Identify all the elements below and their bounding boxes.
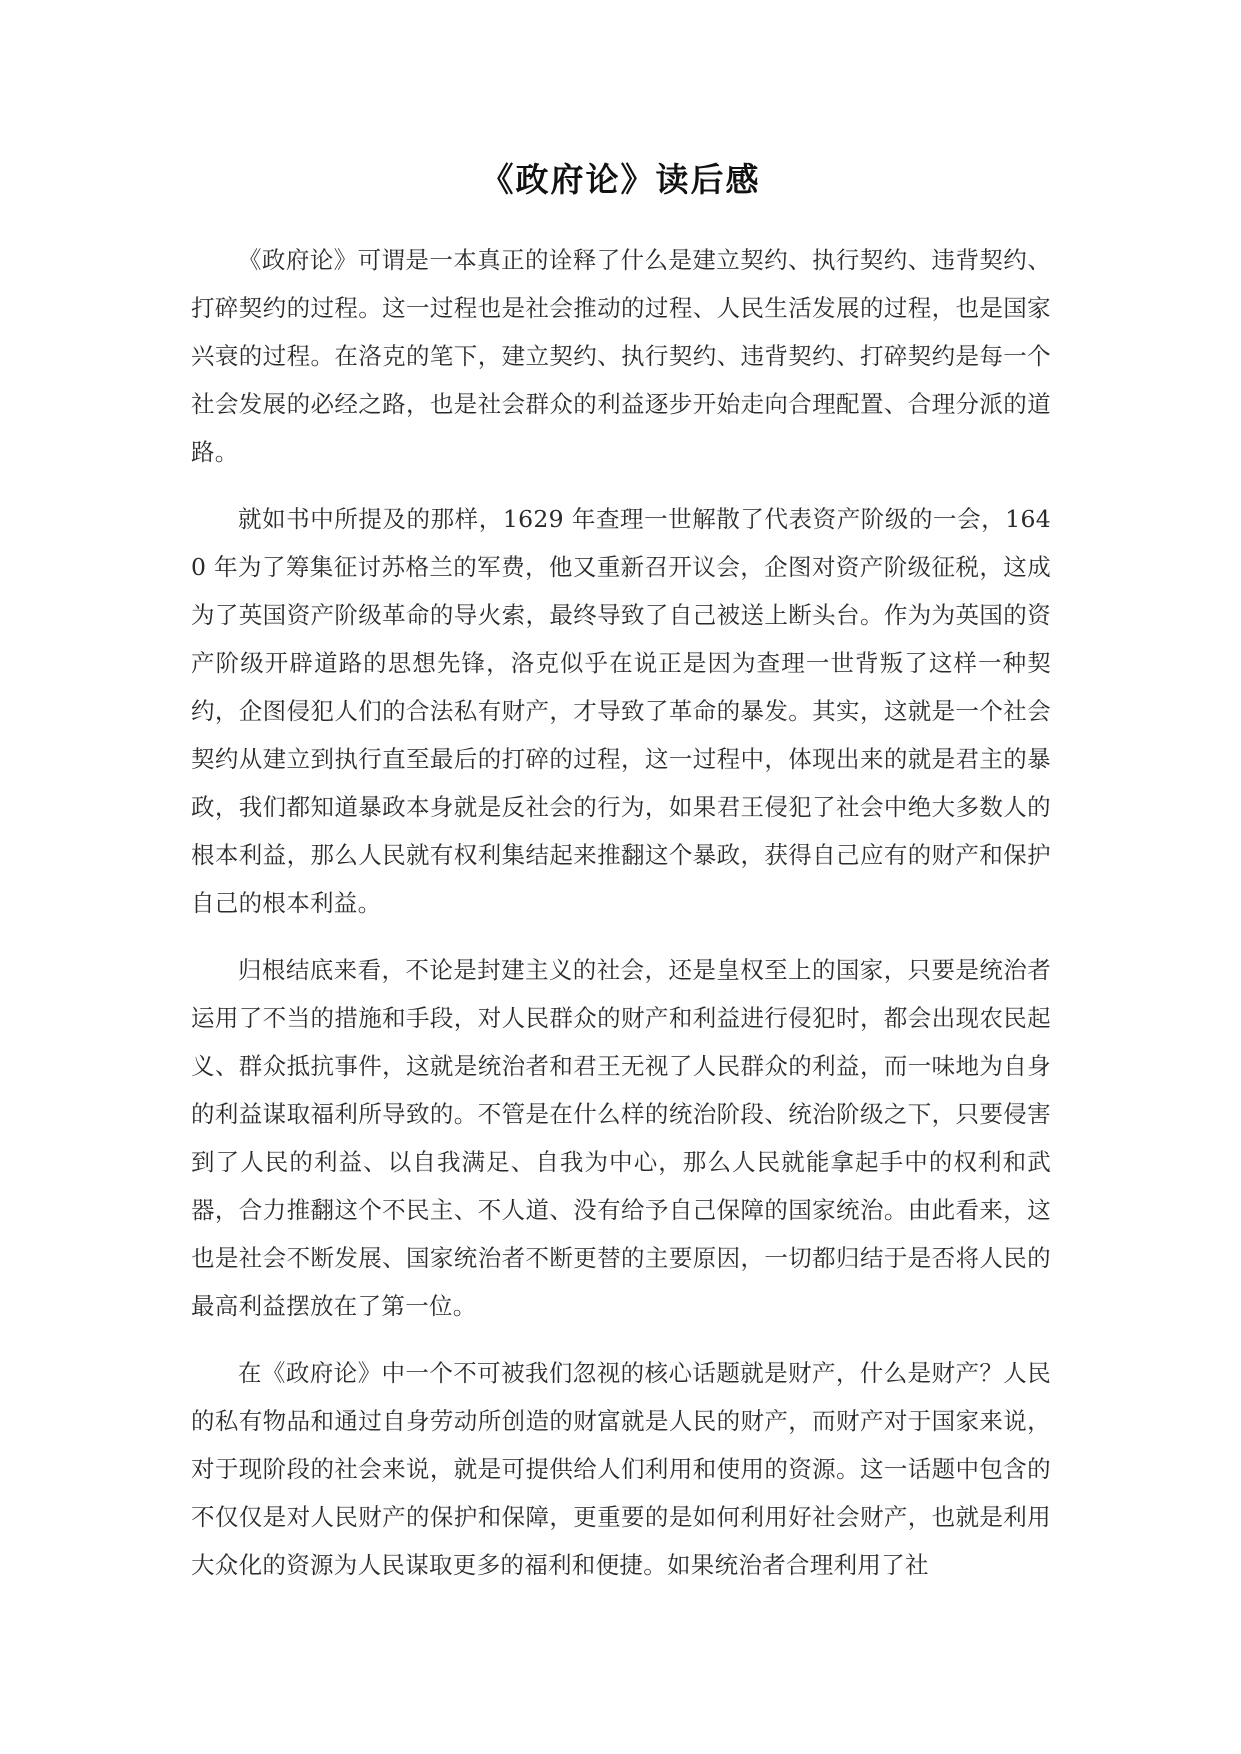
paragraph-3: 归根结底来看，不论是封建主义的社会，还是皇权至上的国家，只要是统治者运用了不当的措施和手段，对人民群众的财产和利益进行侵犯时，都会出现农民起义、群众抵抗事件，这就是统治者和君王无视了人民群众的利益，而一味地为自身的利益谋取福利所导致的。不管是在什么样的统治阶段、统治阶级之下，只要侵害到了人民的利益、以自我满足、自我为中心，那么人民就能拿起手中的权利和武器，合力推翻这个不民主、不人道、没有给予自己保障的国家统治。由此看来，这也是社会不断发展、国家统治者不断更替的主要原因，一切都归结于是否将人民的最高利益摆放在了第一位。 [191, 956, 1051, 1320]
paragraph-2: 就如书中所提及的那样，1629 年查理一世解散了代表资产阶级的一会，1640 年为了筹集征讨苏格兰的军费，他又重新召开议会，企图对资产阶级征税，这成为了英国资产阶级革命的导火索，最终导致了自己被送上断头台。作为为英国的资产阶级开辟道路的思想先锋，洛克似乎在说正是因为查理一世背叛了这样一种契约，企图侵犯人们的合法私有财产，才导致了革命的暴发。其实，这就是一个社会契约从建立到执行直至最后的打碎的过程，这一过程中，体现出来的就是君主的暴政，我们都知道暴政本身就是反社会的行为，如果君王侵犯了社会中绝大多数人的根本利益，那么人民就有权利集结起来推翻这个暴政，获得自己应有的财产和保护自己的根本利益。 [191, 505, 1051, 917]
paragraph-1: 《政府论》可谓是一本真正的诠释了什么是建立契约、执行契约、违背契约、打碎契约的过程。这一过程也是社会推动的过程、人民生活发展的过程，也是国家兴衰的过程。在洛克的笔下，建立契约、执行契约、违背契约、打碎契约是每一个社会发展的必经之路，也是社会群众的利益逐步开始走向合理配置、合理分派的道路。 [191, 246, 1051, 466]
document-body [191, 236, 1051, 1608]
document-title: 《政府论》读后感 [480, 160, 761, 199]
paragraph-4: 在《政府论》中一个不可被我们忽视的核心话题就是财产，什么是财产？人民的私有物品和通过自身劳动所创造的财富就是人民的财产，而财产对于国家来说，对于现阶段的社会来说，就是可提供给人们利用和使用的资源。这一话题中包含的不仅仅是对人民财产的保护和保障，更重要的是如何利用好社会财产，也就是利用大众化的资源为人民谋取更多的福利和便捷。如果统治者合理利用了社 [191, 1359, 1051, 1579]
